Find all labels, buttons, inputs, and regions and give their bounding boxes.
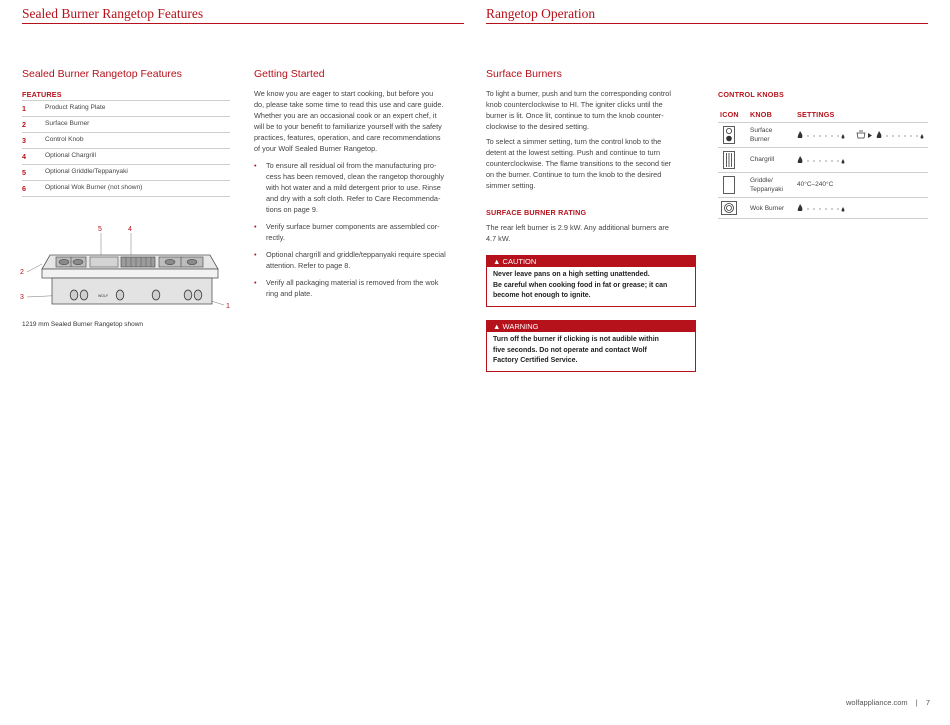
text-line: burner is lit. Once lit, continue to turn the knob counter- (486, 111, 664, 120)
caution-box (486, 255, 696, 307)
callout-label: 2 (20, 269, 24, 276)
text-line: Burner (750, 136, 770, 143)
getting-started-title: Getting Started (254, 68, 325, 80)
warning-bar (487, 321, 695, 332)
text-line: The rear left burner is 2.9 kW. Any additional burners are (486, 223, 669, 232)
feature-label: Surface Burner (45, 120, 90, 127)
control-knobs-title: CONTROL KNOBS (718, 90, 784, 99)
header-right-rule (486, 23, 928, 24)
feature-number: 2 (22, 120, 26, 129)
flame-scale-icon (797, 130, 927, 140)
column-header-icon: ICON (720, 110, 739, 119)
column-header-settings: SETTINGS (797, 110, 835, 119)
burner-rating-heading: SURFACE BURNER RATING (486, 208, 587, 217)
text-line: five seconds. Do not operate and contact Wolf (493, 346, 647, 354)
feature-number: 5 (22, 168, 26, 177)
text-line: cess has been removed, clean the rangetop thoroughly (266, 172, 445, 181)
rangetop-front-lip (42, 269, 218, 278)
knob-name (750, 126, 772, 144)
text-line: Griddle/ (750, 177, 773, 184)
page-footer (846, 698, 930, 707)
caution-text (487, 267, 695, 306)
temperature-range: 40°C–240°C (797, 181, 834, 188)
features-table (22, 100, 230, 197)
text-line: • To ensure all residual oil from the manufacturing pro- (266, 161, 437, 170)
control-knobs-table (718, 108, 928, 219)
text-line: We know you are eager to start cooking, but before you (254, 89, 434, 98)
features-table-heading: FEATURES (22, 90, 62, 99)
text-line: will be to your benefit to familiarize yourself with the safety (254, 122, 442, 131)
griddle-icon (723, 176, 735, 194)
text-line: Turn off the burner if clicking is not audible within (493, 336, 659, 343)
surface-burners-para1 (486, 88, 701, 132)
text-line: on the burner. Continue to turn the knob to the desired (486, 170, 662, 179)
text-line: 4.7 kW. (486, 234, 511, 243)
table-row (22, 164, 230, 180)
header-right-title: Rangetop Operation (486, 6, 596, 21)
column-header-knob: KNOB (750, 110, 772, 119)
feature-label: Optional Wok Burner (not shown) (45, 184, 143, 191)
header-left-rule (22, 23, 464, 24)
text-line: Whether you are an occasional cook or an expert chef, it (254, 111, 437, 120)
table-row (718, 123, 928, 148)
text-line: counterclockwise. The flame transitions to the second tier (486, 159, 672, 168)
rangetop-illustration (18, 222, 240, 314)
getting-started-intro (254, 88, 469, 154)
text-line: simmer setting. (486, 181, 536, 190)
text-line: become hot enough to ignite. (493, 292, 591, 299)
text-line: detent at the lowest setting. Push and continue to turn (486, 148, 661, 157)
text-line: of your Wolf Sealed Burner Rangetop. (254, 144, 378, 153)
warning-text (487, 332, 695, 371)
text-line: Chargrill (750, 156, 775, 163)
callout-label: 1 (226, 303, 230, 310)
callout-label: 5 (98, 226, 102, 233)
getting-started-bullets (254, 160, 469, 305)
chargrill-icon (723, 151, 735, 169)
table-row (22, 100, 230, 116)
knob-name (750, 155, 774, 164)
page-number: 7 (925, 698, 930, 707)
header-left-title: Sealed Burner Rangetop Features (22, 6, 204, 21)
table-row (22, 180, 230, 197)
feature-number: 6 (22, 184, 26, 193)
feature-number: 1 (22, 104, 26, 113)
chargrill-grate (121, 257, 155, 267)
surface-burners-para2 (486, 136, 701, 191)
flame-scale-icon (797, 155, 849, 165)
burner-rating-text (486, 222, 701, 244)
feature-number: 4 (22, 152, 26, 161)
knob-name (750, 176, 783, 194)
text-line: do, please take some time to read this use and care guide. (254, 100, 444, 109)
flame-scale-icon (797, 203, 849, 213)
burner-grates-right (159, 257, 203, 267)
surface-burner-icon (723, 126, 735, 144)
feature-number: 3 (22, 136, 26, 145)
burner-grates-left (56, 257, 86, 267)
text-line: Factory Certified Service. (493, 357, 578, 364)
text-line: Be careful when cooking food in fat or grease; it can (493, 281, 668, 289)
table-row (718, 198, 928, 219)
feature-label: Optional Chargrill (45, 152, 96, 159)
text-line: • Optional chargrill and griddle/teppanyaki require special (266, 250, 446, 259)
footer-site: wolfappliance.com (845, 698, 908, 707)
features-title: Sealed Burner Rangetop Features (22, 68, 182, 80)
text-line: Wok Burner (750, 205, 785, 212)
text-line: with hot water and a mild detergent prior to use. Rinse (266, 183, 441, 192)
table-row (718, 173, 928, 198)
text-line: knob counterclockwise to HI. The igniter clicks until the (486, 100, 663, 109)
warning-label: WARNING (502, 322, 539, 331)
text-line: ring and plate. (266, 289, 313, 298)
text-line: rectly. (266, 233, 285, 242)
footer-separator: | (915, 698, 918, 707)
wok-burner-icon (721, 201, 737, 215)
table-row (22, 132, 230, 148)
warning-triangle-icon: ▲ (493, 257, 501, 266)
surface-burners-title: Surface Burners (486, 68, 562, 80)
text-line: Surface (750, 127, 773, 134)
text-line: attention. Refer to page 8. (266, 261, 351, 270)
text-line: and dry with a soft cloth. Refer to Care Recommenda- (266, 194, 441, 203)
knob-name (750, 204, 784, 213)
table-row (718, 148, 928, 173)
feature-label: Control Knob (45, 136, 84, 143)
illustration-caption: 1219 mm Sealed Burner Rangetop shown (22, 321, 144, 328)
table-row (22, 148, 230, 164)
table-header (718, 108, 928, 123)
caution-bar (487, 256, 695, 267)
list-item (254, 221, 469, 243)
text-line: practices, features, operation, and care recommendations (254, 133, 441, 142)
text-line: Teppanyaki (750, 186, 783, 193)
warning-box (486, 320, 696, 372)
brand-mark: WOLF (98, 294, 109, 298)
text-line: clockwise to the desired setting. (486, 122, 590, 131)
callout-label: 4 (128, 226, 132, 233)
caution-label: CAUTION (502, 257, 537, 266)
text-line: To light a burner, push and turn the corresponding control (486, 89, 671, 98)
text-line: tions on page 9. (266, 205, 318, 214)
text-line: Never leave pans on a high setting unattended. (493, 271, 650, 278)
griddle-plate (90, 257, 118, 267)
list-item (254, 160, 469, 215)
callout-label: 3 (20, 294, 24, 301)
feature-label: Product Rating Plate (45, 104, 106, 111)
text-line: • Verify surface burner components are assembled cor- (266, 222, 440, 231)
warning-triangle-icon: ▲ (493, 322, 501, 331)
table-row (22, 116, 230, 132)
feature-label: Optional Griddle/Teppanyaki (45, 168, 128, 175)
list-item (254, 249, 469, 271)
text-line: To select a simmer setting, turn the control knob to the (486, 137, 662, 146)
list-item (254, 277, 469, 299)
text-line: • Verify all packaging material is removed from the wok (266, 278, 439, 287)
